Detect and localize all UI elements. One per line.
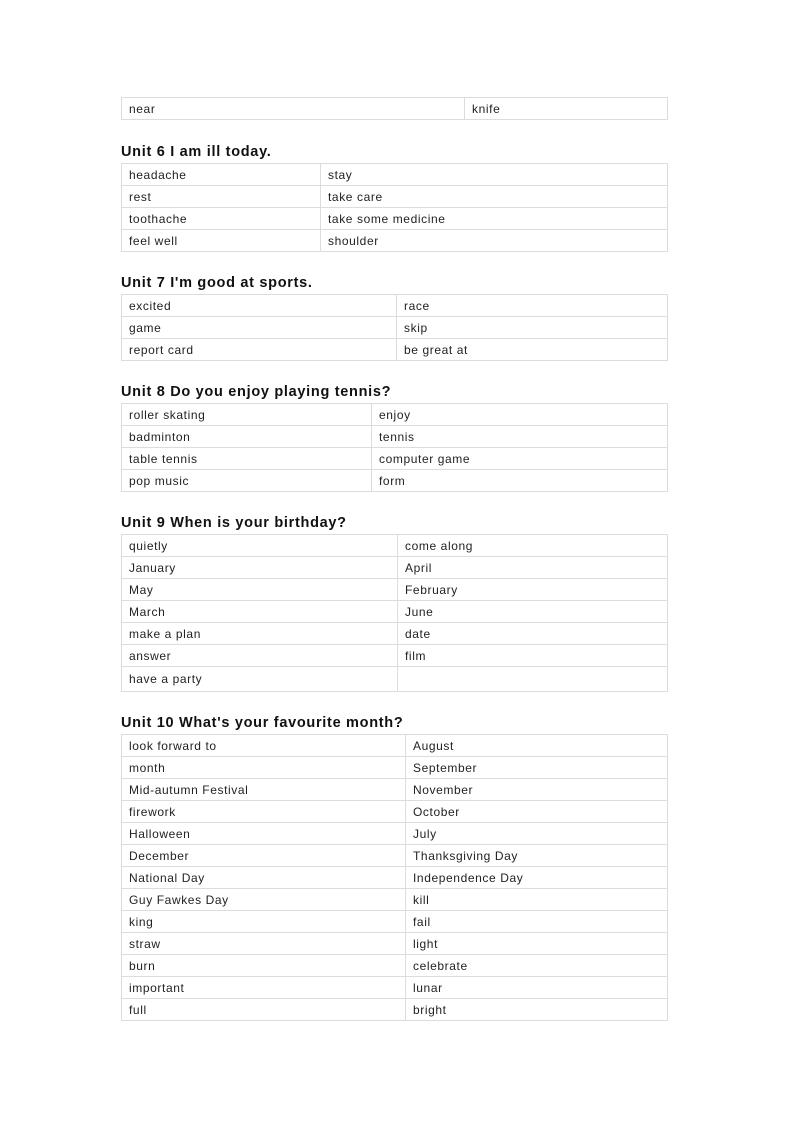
unit-8-section [121, 381, 667, 492]
table-row [122, 98, 668, 120]
table-cell: celebrate [406, 955, 668, 977]
table-cell: enjoy [372, 404, 668, 426]
table-cell: take some medicine [321, 208, 668, 230]
table-cell: computer game [372, 448, 668, 470]
table-cell: come along [398, 535, 668, 557]
table-cell: Mid-autumn Festival [122, 779, 406, 801]
table-cell: April [398, 557, 668, 579]
vocab-table-continued [121, 97, 668, 120]
table-cell: look forward to [122, 735, 406, 757]
table-cell: Guy Fawkes Day [122, 889, 406, 911]
unit-title: Unit 6 I am ill today. [121, 144, 272, 160]
unit-10-section [121, 712, 667, 1021]
unit-9-section [121, 512, 667, 692]
unit-title: Unit 8 Do you enjoy playing tennis? [121, 384, 392, 400]
table-cell: roller skating [122, 404, 372, 426]
table-row [122, 164, 668, 186]
table-cell: near [122, 98, 465, 120]
table-row [122, 404, 668, 426]
table-row [122, 867, 668, 889]
table-row [122, 339, 668, 361]
table-cell: date [398, 623, 668, 645]
table-cell: headache [122, 164, 321, 186]
table-cell: fail [406, 911, 668, 933]
table-cell: excited [122, 295, 397, 317]
table-row [122, 186, 668, 208]
table-row [122, 557, 668, 579]
table-row [122, 735, 668, 757]
unit-8-vocab-table [121, 403, 668, 492]
unit-9-vocab-table [121, 534, 668, 692]
table-row [122, 295, 668, 317]
table-row [122, 208, 668, 230]
table-cell: kill [406, 889, 668, 911]
unit-title: Unit 9 When is your birthday? [121, 515, 347, 531]
table-cell: rest [122, 186, 321, 208]
table-row [122, 317, 668, 339]
table-cell: lunar [406, 977, 668, 999]
table-row [122, 426, 668, 448]
table-cell: table tennis [122, 448, 372, 470]
table-row [122, 579, 668, 601]
table-cell: answer [122, 645, 398, 667]
table-row [122, 933, 668, 955]
table-row [122, 845, 668, 867]
table-cell: important [122, 977, 406, 999]
unit-title: Unit 7 I'm good at sports. [121, 275, 313, 291]
table-cell: bright [406, 999, 668, 1021]
table-cell: July [406, 823, 668, 845]
table-row [122, 955, 668, 977]
table-row [122, 230, 668, 252]
unit-6-section [121, 141, 667, 252]
table-cell: take care [321, 186, 668, 208]
table-row [122, 448, 668, 470]
table-row [122, 801, 668, 823]
unit-title: Unit 10 What's your favourite month? [121, 715, 404, 731]
table-cell: June [398, 601, 668, 623]
table-cell: report card [122, 339, 397, 361]
table-row [122, 623, 668, 645]
unit-7-vocab-table [121, 294, 668, 361]
table-row [122, 977, 668, 999]
table-cell: make a plan [122, 623, 398, 645]
table-cell: light [406, 933, 668, 955]
table-cell: May [122, 579, 398, 601]
table-cell: full [122, 999, 406, 1021]
table-row [122, 911, 668, 933]
table-cell: feel well [122, 230, 321, 252]
table-cell: race [397, 295, 668, 317]
table-row [122, 889, 668, 911]
table-cell: burn [122, 955, 406, 977]
table-cell: quietly [122, 535, 398, 557]
table-cell: firework [122, 801, 406, 823]
table-cell: August [406, 735, 668, 757]
table-cell: Halloween [122, 823, 406, 845]
table-row [122, 667, 668, 692]
table-cell: badminton [122, 426, 372, 448]
table-cell: January [122, 557, 398, 579]
table-row [122, 757, 668, 779]
table-cell: month [122, 757, 406, 779]
table-cell: National Day [122, 867, 406, 889]
table-cell: be great at [397, 339, 668, 361]
table-row [122, 535, 668, 557]
table-cell: October [406, 801, 668, 823]
table-cell: tennis [372, 426, 668, 448]
table-cell: pop music [122, 470, 372, 492]
table-cell: king [122, 911, 406, 933]
table-cell: stay [321, 164, 668, 186]
table-cell: March [122, 601, 398, 623]
table-cell: Thanksgiving Day [406, 845, 668, 867]
table-cell: November [406, 779, 668, 801]
table-cell: knife [465, 98, 668, 120]
table-cell: shoulder [321, 230, 668, 252]
table-row [122, 645, 668, 667]
table-cell [398, 667, 668, 692]
unit-6-vocab-table [121, 163, 668, 252]
table-row [122, 470, 668, 492]
table-cell: form [372, 470, 668, 492]
table-cell: toothache [122, 208, 321, 230]
table-cell: game [122, 317, 397, 339]
table-cell: skip [397, 317, 668, 339]
table-row [122, 823, 668, 845]
table-cell: have a party [122, 667, 398, 692]
table-row [122, 779, 668, 801]
table-cell: December [122, 845, 406, 867]
table-row [122, 601, 668, 623]
table-cell: February [398, 579, 668, 601]
unit-10-vocab-table [121, 734, 668, 1021]
table-cell: film [398, 645, 668, 667]
table-cell: September [406, 757, 668, 779]
table-cell: Independence Day [406, 867, 668, 889]
table-cell: straw [122, 933, 406, 955]
table-row [122, 999, 668, 1021]
unit-7-section [121, 272, 667, 361]
vocabulary-page [121, 97, 667, 1021]
